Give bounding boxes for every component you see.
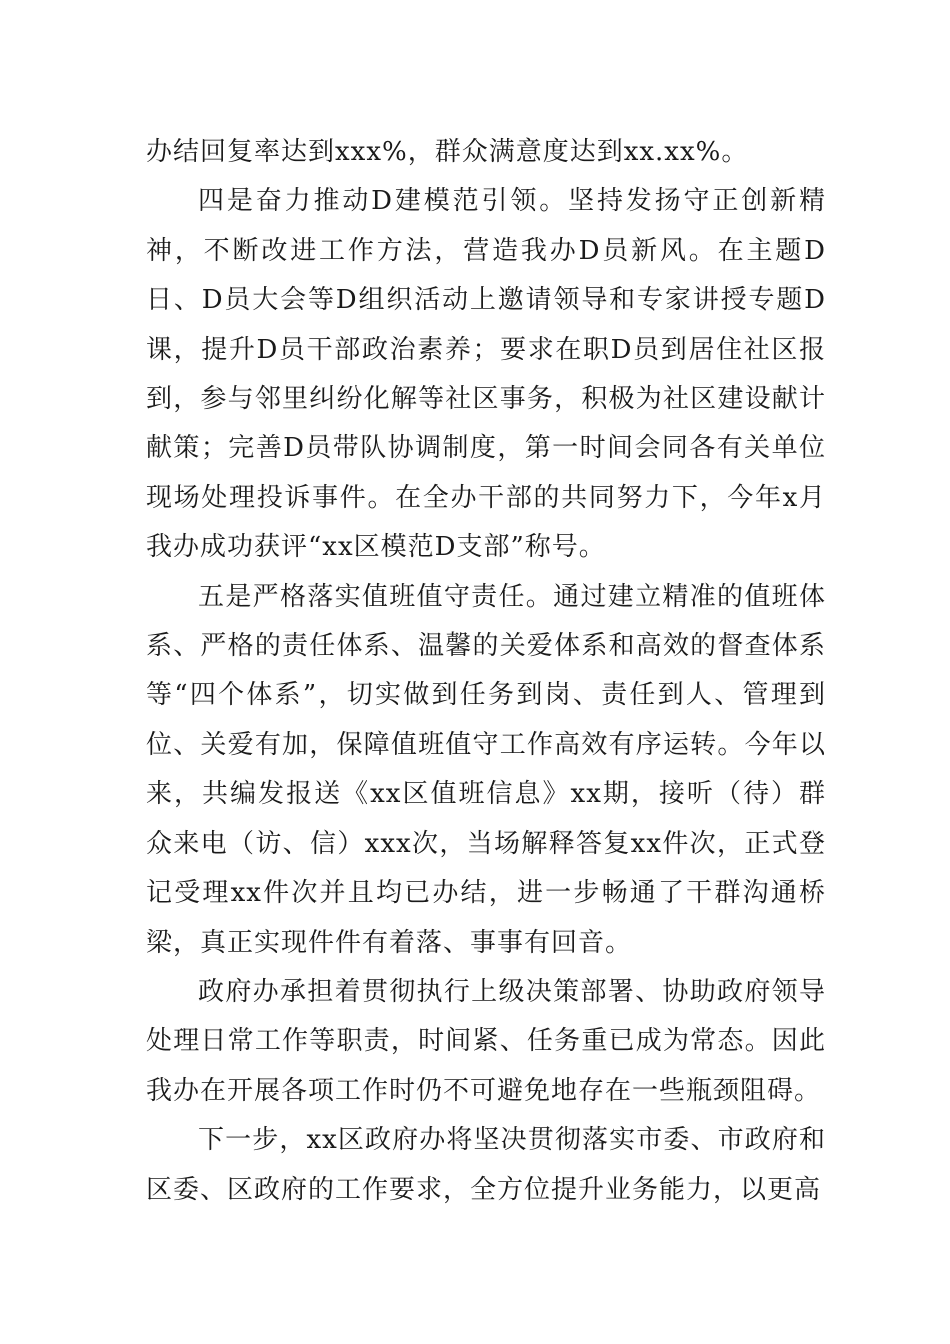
paragraph-challenges: 政府办承担着贯彻执行上级决策部署、协助政府领导处理日常工作等职责，时间紧、任务重已成为常态。因此我办在开展各项工作时仍不可避免地存在一些瓶颈阻碍。 (146, 976, 826, 1106)
paragraph-duty-watch: 五是严格落实值班值守责任。通过建立精准的值班体系、严格的责任体系、温馨的关爱体系和高效的督查体系等“四个体系”，切实做到任务到岗、责任到人、管理到位、关爱有加，保障值班值守工作高效有序运转。今年以来，共编发报送《xx区值班信息》xx期，接听（待）群众来电（访、信）xxx次，当场解释答复xx件次，正式登记受理xx件次并且均已办结，进一步畅通了干群沟通桥梁，真正实现件件有着落、事事有回音。 (146, 581, 826, 958)
paragraph-party-building: 四是奋力推动D建模范引领。坚持发扬守正创新精神，不断改进工作方法，营造我办D员新风。在主题D日、D员大会等D组织活动上邀请领导和专家讲授专题D课，提升D员干部政治素养；要求在职D员到居住社区报到，参与邻里纠纷化解等社区事务，积极为社区建设献计献策；完善D员带队协调制度，第一时间会同各有关单位现场处理投诉事件。在全办干部的共同努力下，今年x月我办成功获评“xx区模范D支部”称号。 (146, 186, 826, 563)
document-body (146, 128, 826, 1215)
paragraph-continuation: 办结回复率达到xxx%，群众满意度达到xx.xx%。 (146, 137, 749, 167)
paragraph-next-steps: 下一步，xx区政府办将坚决贯彻落实市委、市政府和区委、区政府的工作要求，全方位提升业务能力，以更高 (146, 1125, 826, 1205)
